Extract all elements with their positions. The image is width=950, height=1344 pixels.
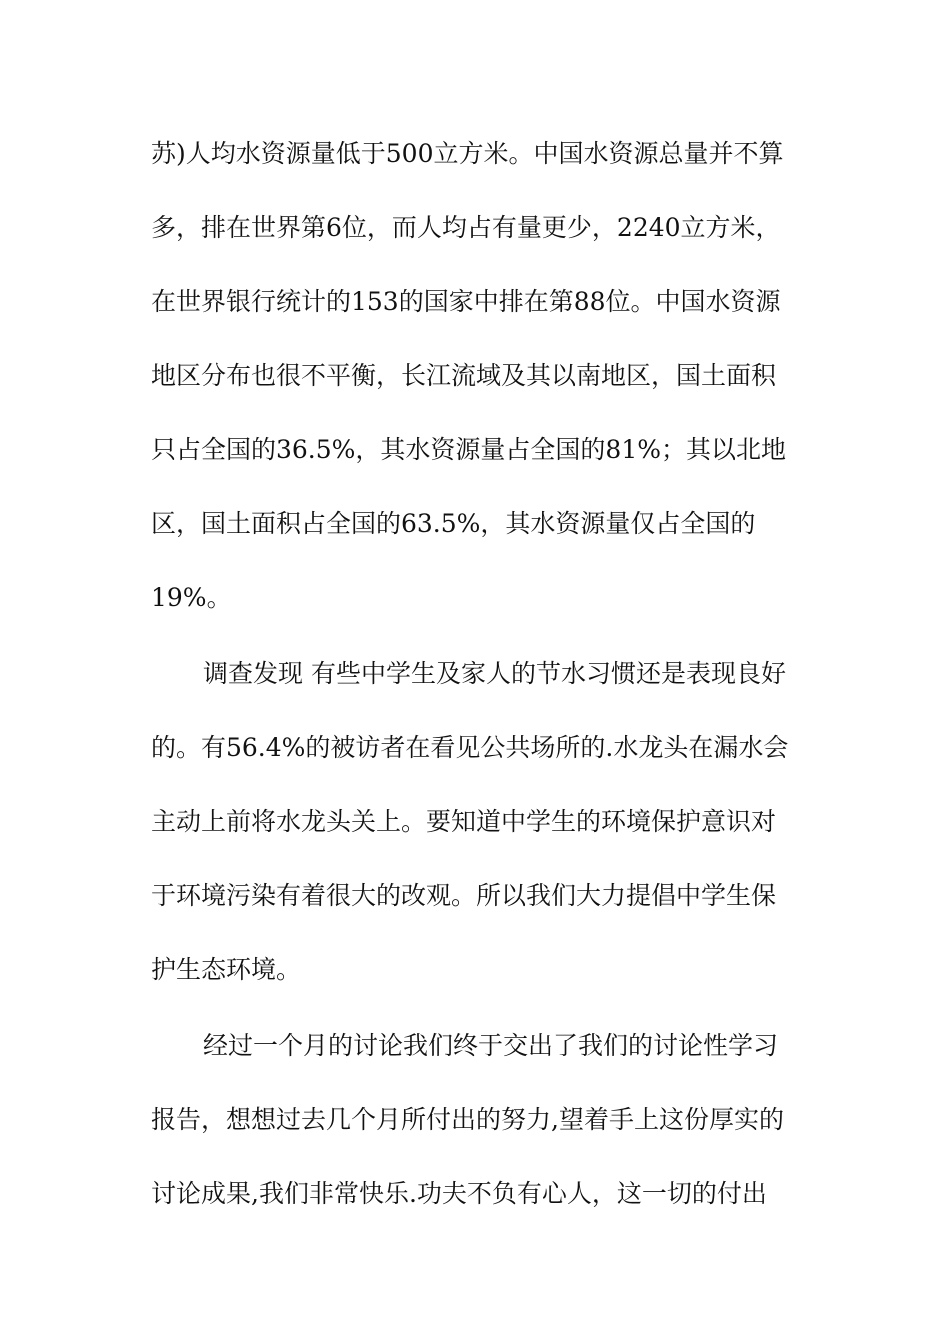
text-line: 多，排在世界第6位，而人均占有量更少，2240立方米，	[151, 213, 781, 242]
text-line: 护生态环境。	[151, 955, 302, 984]
text-line: 苏)人均水资源量低于500立方米。中国水资源总量并不算	[151, 139, 784, 168]
text-line: 于环境污染有着很大的改观。所以我们大力提倡中学生保	[151, 881, 777, 910]
text-line: 区，国土面积占全国的63.5%，其水资源量仅占全国的	[151, 509, 756, 538]
text-line: 只占全国的36.5%，其水资源量占全国的81%；其以北地	[151, 435, 786, 464]
paragraph-first-line: 经过一个月的讨论我们终于交出了我们的讨论性学习	[203, 1031, 779, 1060]
text-line: 讨论成果,我们非常快乐.功夫不负有心人，这一切的付出	[151, 1179, 767, 1208]
paragraph-first-line: 调查发现 有些中学生及家人的节水习惯还是表现良好	[203, 659, 786, 688]
text-line: 的。有56.4%的被访者在看见公共场所的.水龙头在漏水会	[151, 733, 789, 762]
text-line: 地区分布也很不平衡，长江流域及其以南地区，国土面积	[151, 361, 777, 390]
text-line: 19%。	[151, 583, 232, 612]
text-line: 报告，想想过去几个月所付出的努力,望着手上这份厚实的	[151, 1105, 784, 1134]
text-line: 在世界银行统计的153的国家中排在第88位。中国水资源	[151, 287, 781, 316]
text-line: 主动上前将水龙头关上。要知道中学生的环境保护意识对	[151, 807, 777, 836]
